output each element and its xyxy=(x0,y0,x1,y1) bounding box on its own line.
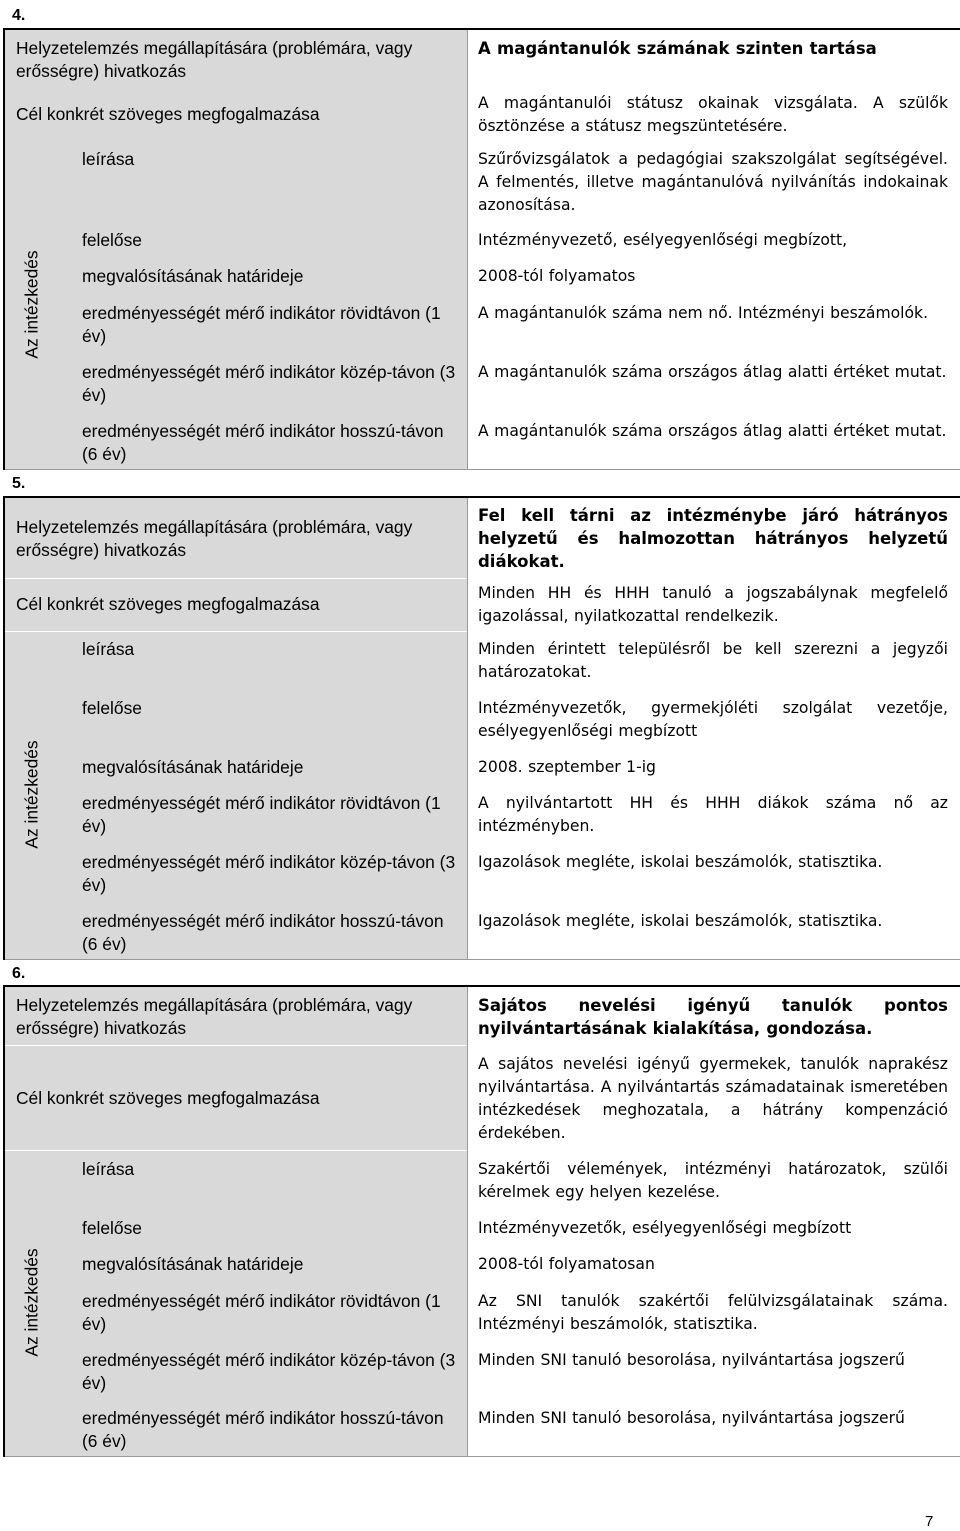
divider xyxy=(467,30,468,470)
row-label: eredményességét mérő indikátor hosszú-távon (6 év) xyxy=(82,911,444,954)
row-value: Minden érintett településről be kell szerezni a jegyzői határozatokat. xyxy=(478,640,948,681)
situation-label: Helyzetelemzés megállapítására (problémára, vagy erősségre) hivatkozás xyxy=(16,38,413,81)
row-value: Intézményvezetők, gyermekjóléti szolgálat vezetője, esélyegyenlőségi megbízott xyxy=(478,699,948,740)
row-label: eredményességét mérő indikátor közép-távon (3 év) xyxy=(82,852,456,895)
section-number: 5. xyxy=(12,475,26,492)
goal-label: Cél konkrét szöveges megfogalmazása xyxy=(16,1088,320,1108)
goal-value: A magántanulói státusz okainak vizsgálata. A szülők ösztönzése a státusz megszüntetésére. xyxy=(478,94,948,135)
row-label: megvalósításának határideje xyxy=(82,757,304,777)
divider xyxy=(5,1456,960,1457)
divider xyxy=(5,1045,467,1046)
divider xyxy=(5,959,960,960)
row-label: eredményességét mérő indikátor hosszú-távon (6 év) xyxy=(82,1408,444,1451)
page-number: 7 xyxy=(925,1513,934,1530)
goal-value: A sajátos nevelési igényű gyermekek, tanulók naprakész nyilvántartása. A nyilvántartás számadatainak ismeretében intézkedések meghozatala, a hátrány kompenzáció érdekében. xyxy=(478,1055,948,1142)
row-label: leírása xyxy=(82,639,135,659)
row-value: Igazolások megléte, iskolai beszámolók, statisztika. xyxy=(478,912,883,930)
situation-value: Sajátos nevelési igényű tanulók pontos nyilvántartásának kialakítása, gondozása. xyxy=(478,996,948,1038)
divider xyxy=(5,1150,467,1151)
row-value: Az SNI tanulók szakértői felülvizsgálatainak száma. Intézményi beszámolók, statisztika. xyxy=(478,1292,948,1333)
row-label: felelőse xyxy=(82,230,142,250)
situation-value: Fel kell tárni az intézménybe járó hátrányos helyzetű és halmozottan hátrányos helyzetű diákokat. xyxy=(478,506,948,571)
row-value: Igazolások megléte, iskolai beszámolók, statisztika. xyxy=(478,853,883,871)
situation-value: A magántanulók számának szinten tartása xyxy=(478,39,877,58)
row-value: 2008-tól folyamatosan xyxy=(478,1255,655,1273)
row-label: megvalósításának határideje xyxy=(82,1254,304,1274)
row-value: Intézményvezetők, esélyegyenlőségi megbízott xyxy=(478,1219,852,1237)
row-label: eredményességét mérő indikátor hosszú-távon (6 év) xyxy=(82,421,444,464)
vertical-label: Az intézkedés xyxy=(21,250,42,359)
vertical-label: Az intézkedés xyxy=(21,740,42,849)
row-value: Szakértői vélemények, intézményi határozatok, szülői kérelmek egy helyen kezelése. xyxy=(478,1160,948,1201)
row-value: A magántanulók száma országos átlag alatti értéket mutat. xyxy=(478,363,947,381)
row-value: Intézményvezető, esélyegyenlőségi megbízott, xyxy=(478,231,848,249)
divider xyxy=(5,469,960,470)
row-label: felelőse xyxy=(82,698,142,718)
row-value: Szűrővizsgálatok a pedagógiai szakszolgálat segítségével. A felmentés, illetve magántanulóvá nyilvánítás indokainak azonosítása. xyxy=(478,150,948,214)
row-label: eredményességét mérő indikátor közép-távon (3 év) xyxy=(82,362,456,405)
row-value: A magántanulók száma országos átlag alatti értéket mutat. xyxy=(478,422,947,440)
row-value: A magántanulók száma nem nő. Intézményi beszámolók. xyxy=(478,304,929,322)
section-number: 4. xyxy=(12,7,26,24)
divider xyxy=(5,578,467,579)
row-label: leírása xyxy=(82,149,135,169)
situation-label: Helyzetelemzés megállapítására (problémára, vagy erősségre) hivatkozás xyxy=(16,995,413,1038)
divider xyxy=(5,631,467,632)
row-label: eredményességét mérő indikátor rövidtávon (1 év) xyxy=(82,303,441,346)
vertical-label: Az intézkedés xyxy=(21,1248,42,1357)
divider xyxy=(467,498,468,960)
row-label: leírása xyxy=(82,1159,135,1179)
row-label: megvalósításának határideje xyxy=(82,266,304,286)
goal-label: Cél konkrét szöveges megfogalmazása xyxy=(16,104,320,124)
goal-label: Cél konkrét szöveges megfogalmazása xyxy=(16,594,320,614)
row-label: eredményességét mérő indikátor rövidtávon (1 év) xyxy=(82,793,441,836)
divider xyxy=(467,987,468,1457)
situation-label: Helyzetelemzés megállapítására (problémára, vagy erősségre) hivatkozás xyxy=(16,517,413,560)
row-label: eredményességét mérő indikátor rövidtávon (1 év) xyxy=(82,1291,441,1334)
row-value: Minden SNI tanuló besorolása, nyilvántartása jogszerű xyxy=(478,1409,905,1427)
row-value: A nyilvántartott HH és HHH diákok száma nő az intézményben. xyxy=(478,794,948,835)
row-value: Minden SNI tanuló besorolása, nyilvántartása jogszerű xyxy=(478,1351,905,1369)
row-value: 2008-tól folyamatos xyxy=(478,267,636,285)
row-label: felelőse xyxy=(82,1218,142,1238)
section-number: 6. xyxy=(12,965,26,982)
goal-value: Minden HH és HHH tanuló a jogszabálynak megfelelő igazolással, nyilatkozattal rendelkezik. xyxy=(478,584,948,625)
row-value: 2008. szeptember 1-ig xyxy=(478,758,656,776)
row-label: eredményességét mérő indikátor közép-távon (3 év) xyxy=(82,1350,456,1393)
